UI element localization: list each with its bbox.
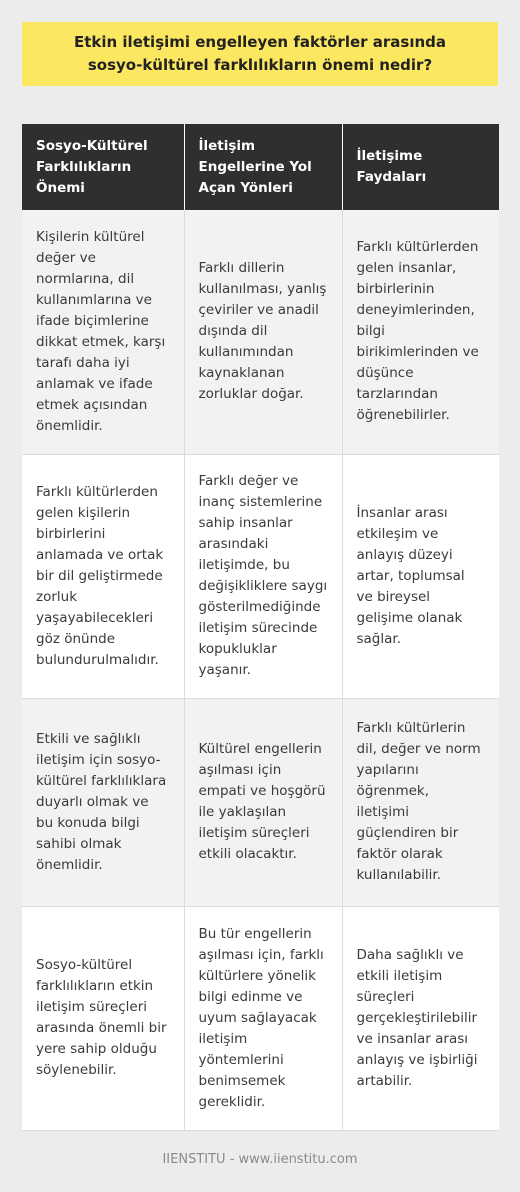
table-body: [22, 210, 499, 1130]
table-row: [22, 210, 499, 454]
table-header: [22, 124, 499, 210]
table-cell: Farklı kültürlerden gelen kişilerin birbirlerini anlamada ve ortak bir dil geliştirmede zorluk yaşayabilecekleri göz önünde bulundurulmalıdır.: [22, 454, 184, 698]
header-row: [22, 124, 499, 210]
table-cell: Daha sağlıklı ve etkili iletişim süreçleri gerçekleştirilebilir ve insanlar arası anlayış ve işbirliği artabilir.: [342, 906, 499, 1130]
table: [22, 124, 499, 1131]
table-row: [22, 698, 499, 906]
footer-credit: IIENSTITU - www.iienstitu.com: [162, 1152, 358, 1167]
page-title: Etkin iletişimi engelleyen faktörler arasında sosyo-kültürel farklılıkların önemi nedir?: [73, 33, 447, 74]
header-cell-barriers: İletişim Engellerine Yol Açan Yönleri: [184, 124, 342, 210]
table-row: [22, 906, 499, 1130]
header-cell-benefits: İletişime Faydaları: [342, 124, 499, 210]
comparison-table: [22, 124, 499, 1130]
table-row: [22, 454, 499, 698]
table-cell: Farklı değer ve inanç sistemlerine sahip insanlar arasındaki iletişimde, bu değişikliklere saygı gösterilmediğinde iletişim sürecinde kopukluklar yaşanır.: [184, 454, 342, 698]
table-cell: Kültürel engellerin aşılması için empati ve hoşgörü ile yaklaşılan iletişim süreçleri etkili olacaktır.: [184, 698, 342, 906]
table-cell: Bu tür engellerin aşılması için, farklı kültürlere yönelik bilgi edinme ve uyum sağlayacak iletişim yöntemlerini benimsemek gereklidir.: [184, 906, 342, 1130]
table-cell: Sosyo-kültürel farklılıkların etkin iletişim süreçleri arasında önemli bir yere sahip olduğu söylenebilir.: [22, 906, 184, 1130]
table-cell: Etkili ve sağlıklı iletişim için sosyo-kültürel farklılıklara duyarlı olmak ve bu konuda bilgi sahibi olmak önemlidir.: [22, 698, 184, 906]
table-cell: Kişilerin kültürel değer ve normlarına, dil kullanımlarına ve ifade biçimlerine dikkat etmek, karşı tarafı daha iyi anlamak ve ifade etmek açısından önemlidir.: [22, 210, 184, 454]
table-cell: İnsanlar arası etkileşim ve anlayış düzeyi artar, toplumsal ve bireysel gelişime olanak sağlar.: [342, 454, 499, 698]
table-cell: Farklı kültürlerin dil, değer ve norm yapılarını öğrenmek, iletişimi güçlendiren bir faktör olarak kullanılabilir.: [342, 698, 499, 906]
header-cell-importance: Sosyo-Kültürel Farklılıkların Önemi: [22, 124, 184, 210]
title-banner: [22, 22, 498, 86]
table-cell: Farklı kültürlerden gelen insanlar, birbirlerinin deneyimlerinden, bilgi birikimlerinden ve düşünce tarzlarından öğrenebilirler.: [342, 210, 499, 454]
table-cell: Farklı dillerin kullanılması, yanlış çeviriler ve anadil dışında dil kullanımından kaynaklanan zorluklar doğar.: [184, 210, 342, 454]
